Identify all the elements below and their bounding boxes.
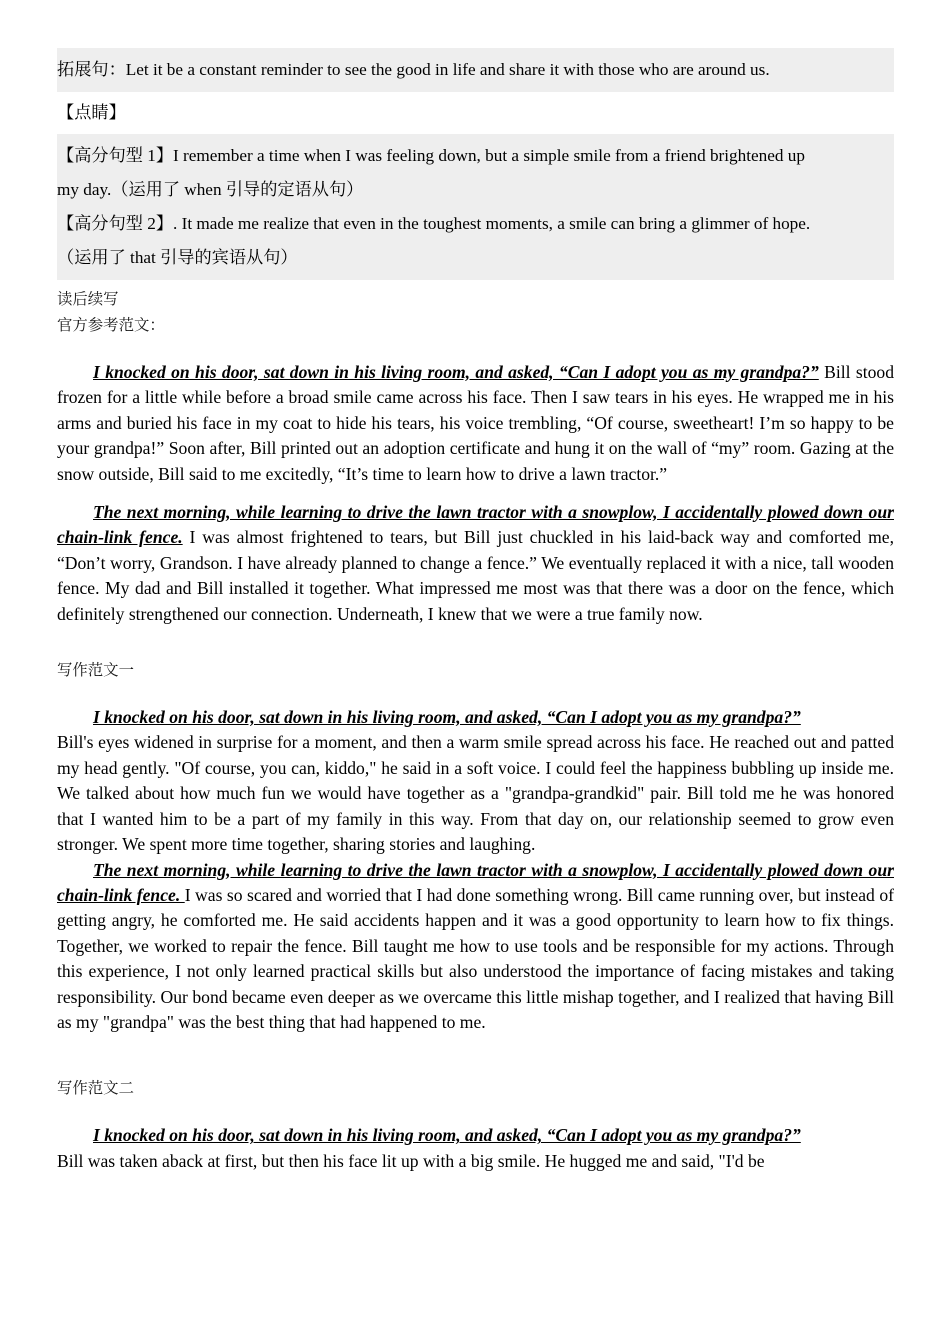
official-sample-lead-2: The next morning, while learning to drive the lawn tractor with a snowplow, I accidentally plowed down our chain-link fence.	[57, 502, 894, 548]
sample-two-paragraph-1	[57, 1123, 894, 1174]
sample-two-body-1: Bill was taken aback at first, but then his face lit up with a big smile. He hugged me and said, "I'd be	[57, 1150, 765, 1171]
section-heading-official-sample: 官方参考范文：	[57, 316, 165, 334]
high-score-pattern-1-line-1: 【高分句型 1】I remember a time when I was feeling down, but a simple smile from a friend brightened up	[57, 146, 805, 165]
high-score-pattern-2-line-1: 【高分句型 2】. It made me realize that even in the toughest moments, a smile can bring a glimmer of hope.	[57, 214, 811, 233]
high-score-pattern-1-line-2: my day.（运用了 when 引导的定语从句）	[57, 180, 364, 199]
section-heading-sample-one: 写作范文一	[57, 661, 134, 680]
official-sample-lead-1: I knocked on his door, sat down in his living room, and asked, “Can I adopt you as my grandpa?”	[93, 362, 819, 382]
official-sample-paragraph-2	[57, 500, 894, 627]
sample-one-body-1: Bill's eyes widened in surprise for a moment, and then a warm smile spread across his face. He reached out and patted my head gently. "Of course, you can, kiddo," he said in a soft voice. I could feel the happiness bubbling up inside me. We talked about how much fun we would have together as a "grandpa-grandkid" pair. Bill told me he was honored that I wanted him to be a part of my family in this way. From that day on, our relationship seemed to grow even stronger. We spent more time together, sharing stories and laughing.	[57, 732, 894, 855]
expansion-sentence-line: 拓展句：Let it be a constant reminder to see the good in life and share it with those who are around us.	[57, 60, 770, 79]
highlight-block-high-score-patterns	[57, 134, 894, 280]
official-sample-body-1: Bill stood frozen for a little while before a broad smile came across his face. Then I saw tears in his eyes. He wrapped me in his arms and buried his face in my coat to hide his tears, his voice trembling, “Of course, sweetheart! I’m so happy to be your grandpa!” Soon after, Bill printed out an adoption certificate and hung it on the wall of “my” room. Gazing at the snow outside, Bill said to me excitedly, “It’s time to learn how to drive a lawn tractor.”	[57, 362, 894, 484]
sample-two-lead-1: I knocked on his door, sat down in his living room, and asked, “Can I adopt you as my grandpa?”	[93, 1125, 801, 1146]
sample-one-paragraph-1	[57, 705, 894, 857]
official-sample-paragraph-1	[57, 360, 894, 487]
section-heading-continuation-writing: 读后续写	[57, 290, 119, 308]
high-score-pattern-2-line-2: （运用了 that 引导的宾语从句）	[57, 248, 298, 267]
official-sample-body-2: I was almost frightened to tears, but Bill just chuckled in his laid-back way and comforted me, “Don’t worry, Grandson. I have already planned to change a fence.” We eventually replaced it with a nice, tall wooden fence. My dad and Bill installed it together. What impressed me most was that there was a door on the fence, which definitely strengthened our connection. Underneath, I knew that we were a true family now.	[57, 527, 894, 624]
sample-one-lead-2: The next morning, while learning to drive the lawn tractor with a snowplow, I accidentally plowed down our chain-link fence.	[57, 859, 894, 905]
sample-one-lead-1: I knocked on his door, sat down in his living room, and asked, “Can I adopt you as my grandpa?”	[93, 707, 801, 728]
dianjing-label: 【点睛】	[57, 92, 894, 134]
sample-one-body-2: I was so scared and worried that I had done something wrong. Bill came running over, but instead of getting angry, he comforted me. He said accidents happen and it was a good opportunity to learn how to fix things. Together, we worked to repair the fence. Bill taught me how to use tools and be responsible for my actions. Through this experience, I not only learned practical skills but also understood the importance of facing mistakes and taking responsibility. Our bond became even deeper as we overcame this little mishap together, and I realized that having Bill as my "grandpa" was the best thing that had happened to me.	[57, 884, 894, 1032]
highlight-block-expansion-sentence	[57, 48, 894, 92]
section-heading-sample-two: 写作范文二	[57, 1079, 134, 1098]
sample-one-paragraph-2	[57, 858, 894, 1036]
